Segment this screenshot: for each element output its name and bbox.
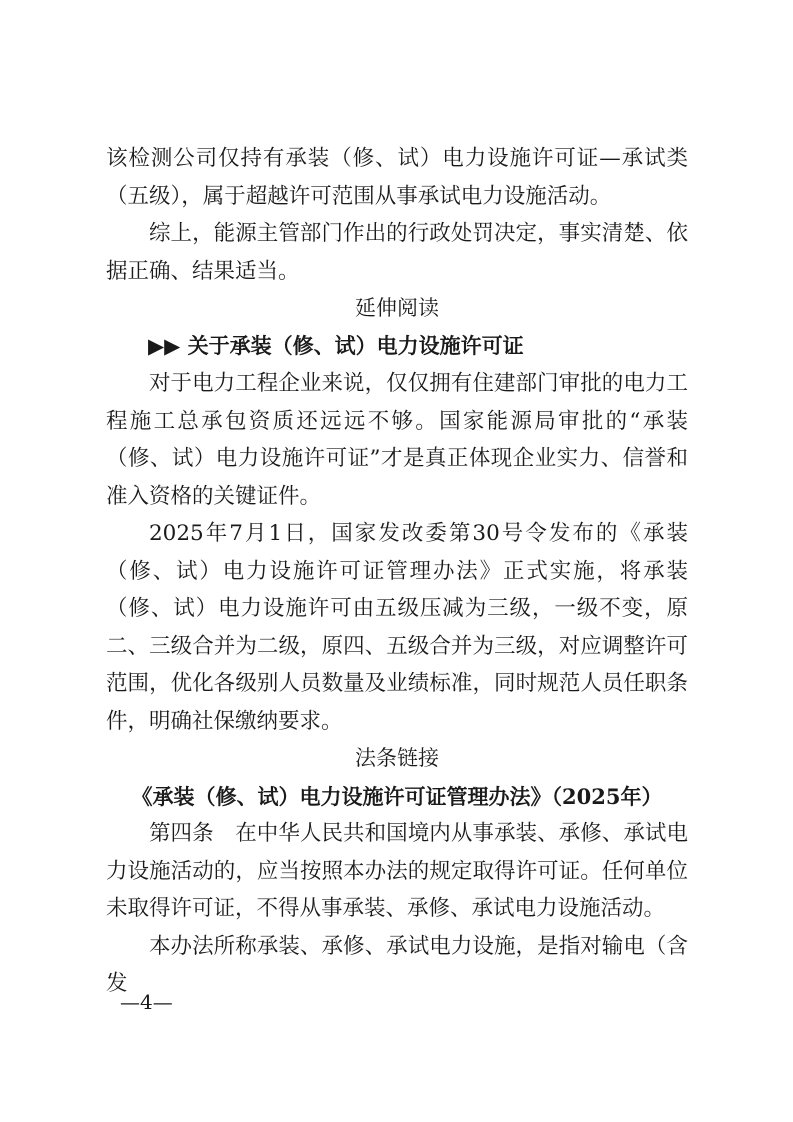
paragraph-license-scope: 该检测公司仅持有承装（修、试）电力设施许可证—承试类（五级），属于超越许可范围从事承试电力设施活动。: [106, 146, 688, 209]
section-heading-law-link: 法条链接: [355, 746, 439, 770]
paragraph-license-importance: 对于电力工程企业来说，仅仅拥有住建部门审批的电力工程施工总承包资质还远远不够。国家能源局审批的“承装（修、试）电力设施许可证”才是真正体现企业实力、信誉和准入资格的关键证件。: [106, 371, 688, 509]
sub-heading-license: ▶▶ 关于承装（修、试）电力设施许可证: [148, 333, 524, 358]
paragraph-article-four: 第四条 在中华人民共和国境内从事承装、承修、承试电力设施活动的，应当按照本办法的规定取得许可证。任何单位未取得许可证，不得从事承装、承修、承试电力设施活动。: [106, 821, 688, 921]
paragraph-definition: 本办法所称承装、承修、承试电力设施，是指对输电（含发: [106, 933, 688, 996]
section-heading-extended-reading: 延伸阅读: [355, 296, 439, 320]
paragraph-conclusion: 综上，能源主管部门作出的行政处罚决定，事实清楚、依据正确、结果适当。: [106, 221, 688, 284]
page-number: —4—: [120, 990, 173, 1014]
law-title: 《承装（修、试）电力设施许可证管理办法》（2025年）: [131, 783, 663, 809]
document-body: [106, 140, 688, 1003]
paragraph-new-regulation: 2025年7月1日，国家发改委第30号令发布的《承装（修、试）电力设施许可证管理办法》正式实施，将承装（修、试）电力设施许可由五级压减为三级，一级不变，原二、三级合并为二级，原四、五级合并为三级，对应调整许可范围，优化各级别人员数量及业绩标准，同时规范人员任职条件，明确社保缴纳要求。: [106, 521, 688, 734]
